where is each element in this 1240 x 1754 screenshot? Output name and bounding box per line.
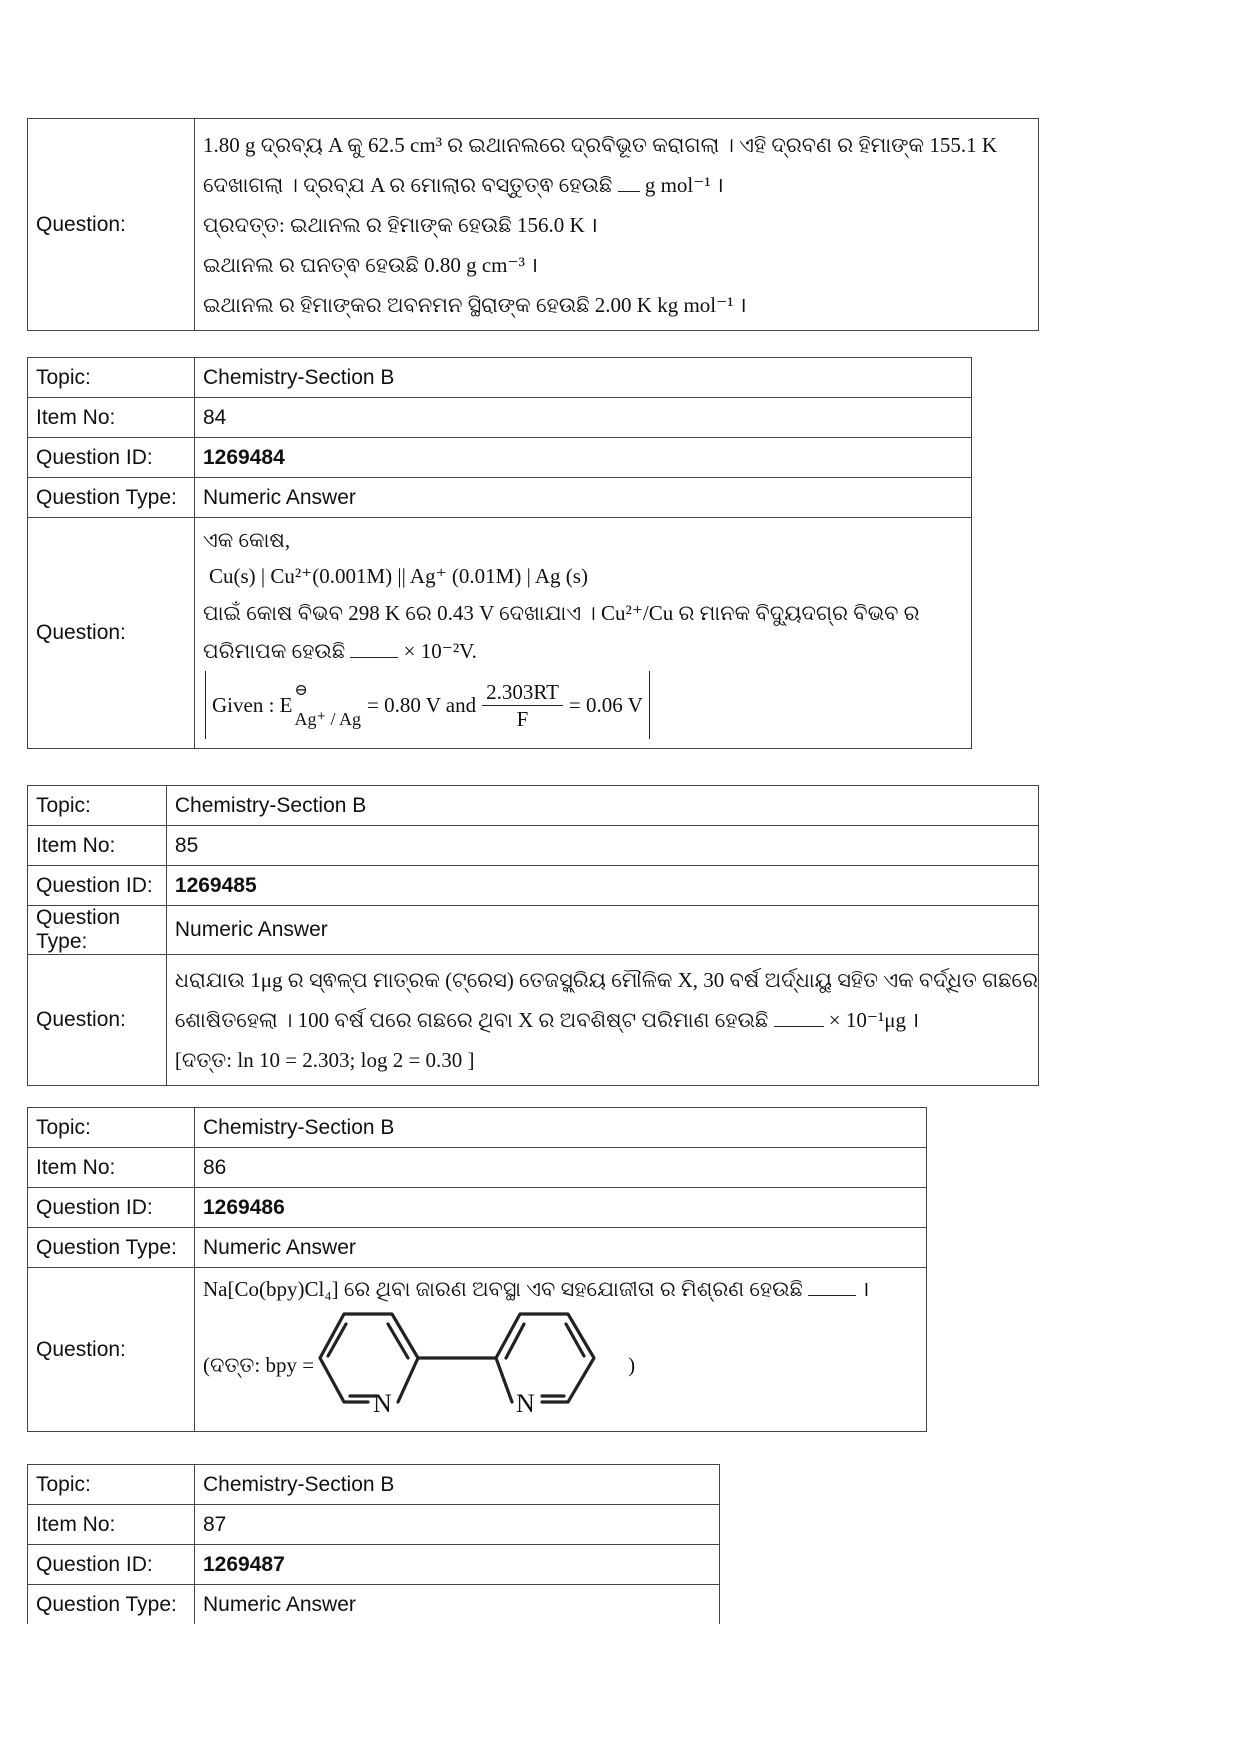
question-id-label: Question ID: xyxy=(28,1545,195,1585)
question-type-value: Numeric Answer xyxy=(195,478,972,518)
electrode-subscript: Ag⁺ / Ag xyxy=(294,709,361,729)
bpy-close: ) xyxy=(628,1352,636,1377)
given-value: = 0.80 V and xyxy=(367,692,477,717)
topic-label: Topic: xyxy=(28,786,167,826)
fraction-numerator: 2.303RT xyxy=(482,679,563,706)
answer-blank xyxy=(808,1277,856,1296)
given-label: Given : E xyxy=(212,692,293,717)
question-id-value xyxy=(195,438,972,478)
nitrogen-atom-right: N xyxy=(516,1389,535,1418)
answer-blank xyxy=(350,639,398,658)
question-line: 1.80 g ଦ୍ରବ୍ୟ A କୁ 62.5 cm³ ର ଇଥାନଲରେ ଦ୍ରବିଭୂତ କରାଗଲା । ଏହି ଦ୍ରବଣ ର ହିମାଙ୍କ 155.1 K xyxy=(203,132,997,157)
question-line xyxy=(203,631,971,671)
question-line: ପାଇଁ କୋଷ ବିଭବ 298 K ରେ 0.43 V ଦେଖାଯାଏ । Cu²⁺/Cu ର ମାନକ ବିଦ୍ୟୁଦଗ୍ର ବିଭବ ର xyxy=(203,601,920,625)
topic-value: Chemistry-Section B xyxy=(195,1108,927,1148)
item-no-value: 84 xyxy=(195,398,972,438)
question-text: । xyxy=(861,1277,870,1301)
question-id-label: Question ID: xyxy=(28,1188,195,1228)
question-line xyxy=(203,1272,926,1306)
item-no-value: 85 xyxy=(166,826,1038,866)
item-no-value: 86 xyxy=(195,1148,927,1188)
question-line xyxy=(175,1000,1038,1040)
question-line: ଧରାଯାଉ 1μg ର ସ୍ଵଳ୍ପ ମାତ୍ରକ (ଟ୍ରେସ) ତେଜସ୍କ୍ରିୟ ମୌଳିକ X, 30 ବର୍ଷ ଅର୍ଦ୍ଧାୟୁ ସହିତ ଏକ ବର୍ଦ୍ଧିତ ଗଛରେ xyxy=(174,968,1038,992)
question-type-value: Numeric Answer xyxy=(166,906,1038,955)
question-text: × 10⁻¹μg । xyxy=(828,1008,920,1032)
question-line: [ଦତ୍ତ: ln 10 = 2.303; log 2 = 0.30 ] xyxy=(174,1048,475,1072)
question-text: ଶୋଷିତହେଲା । 100 ବର୍ଷ ପରେ ଗଛରେ ଥିବା X ର ଅବଶିଷ୍ଟ ପରିମାଣ ହେଉଛି xyxy=(174,1008,769,1032)
question-id-text: 1269485 xyxy=(174,873,257,897)
item-no-label: Item No: xyxy=(28,1148,195,1188)
double-bond-inner xyxy=(388,1324,408,1358)
question-line: ଇଥାନଲ ର ଘନତ୍ଵ ହେଉଛି 0.80 g cm⁻³ । xyxy=(203,252,539,277)
topic-label: Topic: xyxy=(28,1465,195,1505)
question-text: g mol⁻¹ । xyxy=(644,172,724,197)
question-table-83 xyxy=(27,118,1039,331)
given-block xyxy=(203,671,971,739)
question-text: × 10⁻²V. xyxy=(403,639,477,663)
question-label: Question: xyxy=(28,518,195,749)
question-table-86 xyxy=(27,1107,927,1432)
topic-value: Chemistry-Section B xyxy=(166,786,1038,826)
question-type-label: Question Type: xyxy=(28,906,167,955)
question-text: Na[Co(bpy)Cl₄] ରେ ଥିବା ଜାରଣ ଅବସ୍ଥା ଏବ ସହଯୋଜୀତା ର ମିଶ୍ରଣ ହେଉଛି xyxy=(203,1277,803,1301)
question-type-value: Numeric Answer xyxy=(195,1228,927,1268)
question-label: Question: xyxy=(28,955,167,1086)
question-body xyxy=(195,119,1039,331)
question-id-label: Question ID: xyxy=(28,438,195,478)
question-body xyxy=(195,518,972,749)
question-line: ପ୍ରଦତ୍ତ: ଇଥାନଲ ର ହିମାଙ୍କ ହେଉଛି 156.0 K । xyxy=(203,212,598,237)
bipyridine-structure xyxy=(316,1306,628,1424)
answer-blank xyxy=(774,1008,824,1027)
question-line xyxy=(203,165,1038,205)
question-type-label: Question Type: xyxy=(28,1228,195,1268)
double-bond-inner xyxy=(506,1324,524,1358)
question-table-87 xyxy=(27,1464,720,1624)
topic-value: Chemistry-Section B xyxy=(195,1465,720,1505)
question-id-text: 1269484 xyxy=(203,445,285,469)
question-label: Question: xyxy=(28,119,195,331)
question-body xyxy=(166,955,1038,1086)
question-label: Question: xyxy=(28,1268,195,1432)
given-value: = 0.06 V xyxy=(568,692,643,717)
question-body xyxy=(195,1268,927,1432)
ring-bond xyxy=(398,1358,418,1402)
topic-label: Topic: xyxy=(28,358,195,398)
fraction xyxy=(482,679,563,732)
answer-blank xyxy=(618,173,640,192)
bpy-label: (ଦତ୍ତ: bpy = xyxy=(203,1352,315,1377)
question-type-label: Question Type: xyxy=(28,478,195,518)
question-text: ଦେଖାଗଲା । ଦ୍ରବ୍ଯ A ର ମୋଲାର ବସ୍ତୁତ୍ଵ ହେଉଛି xyxy=(203,172,613,197)
right-pyridine-ring xyxy=(496,1314,594,1402)
ring-bond xyxy=(496,1358,512,1402)
question-text: ପରିମାପକ ହେଉଛି xyxy=(203,639,346,663)
question-id-value xyxy=(166,866,1038,906)
topic-value: Chemistry-Section B xyxy=(195,358,972,398)
question-type-label: Question Type: xyxy=(28,1585,195,1625)
standard-state-symbol: ⊖ xyxy=(294,682,308,699)
item-no-value: 87 xyxy=(195,1505,720,1545)
question-line: ଏକ କୋଷ, xyxy=(203,528,291,552)
item-no-label: Item No: xyxy=(28,398,195,438)
question-id-value xyxy=(195,1188,927,1228)
question-id-label: Question ID: xyxy=(28,866,167,906)
question-id-text: 1269487 xyxy=(203,1552,285,1576)
topic-label: Topic: xyxy=(28,1108,195,1148)
item-no-label: Item No: xyxy=(28,1505,195,1545)
item-no-label: Item No: xyxy=(28,826,167,866)
nitrogen-atom-left: N xyxy=(373,1389,392,1418)
given-bracket xyxy=(205,671,650,739)
question-table-84 xyxy=(27,357,972,749)
cell-notation: Cu(s) | Cu²⁺(0.001M) || Ag⁺ (0.01M) | Ag (s) xyxy=(209,564,588,588)
fraction-denominator: F xyxy=(516,706,529,731)
question-type-value: Numeric Answer xyxy=(195,1585,720,1625)
question-id-text: 1269486 xyxy=(203,1195,285,1219)
question-table-85 xyxy=(27,785,1039,1086)
question-line: ଇଥାନଲ ର ହିମାଙ୍କର ଅବନମନ ସ୍ଥିରାଙ୍କ ହେଉଛି 2.00 K kg mol⁻¹ । xyxy=(203,292,747,317)
bpy-row xyxy=(203,1306,926,1424)
question-id-value xyxy=(195,1545,720,1585)
standard-potential-mark xyxy=(294,680,361,730)
